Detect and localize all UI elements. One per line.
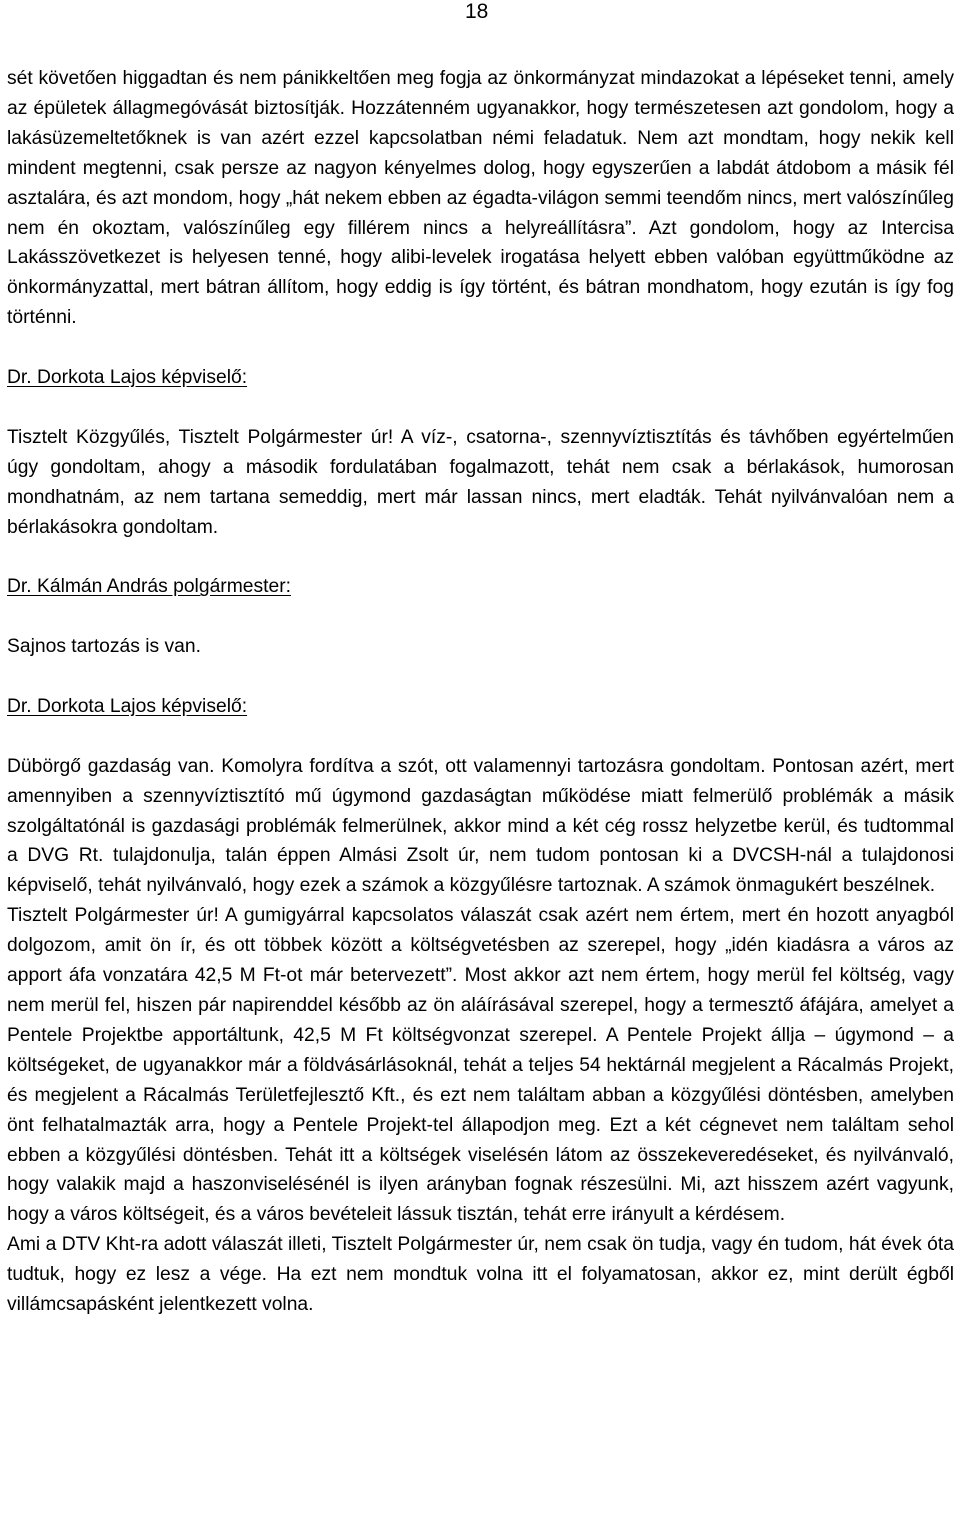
paragraph: Tisztelt Polgármester úr! A gumigyárral kapcsolatos válaszát csak azért nem értem, mert én hozott anyagból dolgozom, amit ön ír, és ott többek között a költségvetésben az szerepel, hogy „idén kiadásra a város az apport áfa vonzatára 42,5 M Ft-ot már betervezett”. Most akkor azt nem értem, hogy merül fel költség, vagy nem merül fel, hiszen pár napirenddel később az ön aláírásával szerepel, hogy a termesztő áfájára, amelyet a Pentele Projektbe apportáltunk, 42,5 M Ft költségvonzat szerepel. A Pentele Projekt állja – úgymond – a költségeket, de ugyanakkor már a földvásárlásoknál, tehát a teljes 54 hektárnál megjelent a Rácalmás Projekt, és megjelent a Rácalmás Területfejlesztő Kft., és ezt nem találtam abban a közgyűlési döntésben, amelyben önt felhatalmazták arra, hogy a Pentele Projekt-tel állapodjon meg. Ezt a két cégnevet nem találtam sehol ebben a közgyűlési döntésben. Tehát itt a költségek viselésén látom az összekeveredéseket, és nyilvánvaló, hogy valakik majd a haszonviselésénél is ilyen arányban fognak részesülni. Mi, azt hisszem azért vagyunk, hogy a város költségeit, és a város bevételeit lássuk tisztán, tehát erre irányult a kérdésem. <box>7 905 954 1226</box>
speaker-heading: Dr. Dorkota Lajos képviselő: <box>7 367 248 389</box>
paragraph: Ami a DTV Kht-ra adott válaszát illeti, Tisztelt Polgármester úr, nem csak ön tudja, vagy én tudom, hát évek óta tudtuk, hogy ez lesz a vége. Ha ezt nem mondtuk volna itt el folyamatosan, akkor ez, mint derült égből villámcsapásként jelentkezett volna. <box>7 1234 954 1316</box>
speaker-heading: Dr. Kálmán András polgármester: <box>7 576 291 598</box>
paragraph: sét követően higgadtan és nem pánikkeltően meg fogja az önkormányzat mindazokat a lépéseket tenni, amely az épületek állagmegóvását biztosítják. Hozzátenném ugyanakkor, hogy természetesen azt gondolom, hogy a lakásüzemeltetőknek is van azért ezzel kapcsolatban némi feladatuk. Nem azt mondtam, hogy nekik kell mindent megtenni, csak persze az nagyon kényelmes dolog, hogy egyszerűen a labdát átdobom a másik fél asztalára, és azt mondom, hogy „hát nekem ebben az égadta-világon semmi teendőm nincs, mert valószínűleg nem én okoztam, valószínűleg egy fillérem nincs a helyreállításra”. Azt gondolom, hogy az Intercisa Lakásszövetkezet is helyesen tenné, hogy alibi-levelek irogatása helyett ebben valóban együttműködne az önkormányzattal, mert bátran állítom, hogy eddig is így történt, és bátran mondhatom, hogy ezután is így fog történni. <box>7 68 954 329</box>
page-number: 18 <box>465 0 489 23</box>
document-body <box>7 64 954 1320</box>
paragraph: Tisztelt Közgyűlés, Tisztelt Polgármester úr! A víz-, csatorna-, szennyvíztisztítás és távhőben egyértelműen úgy gondoltam, ahogy a második fordulatában fogalmazott, tehát nem csak a bérlakások, humorosan mondhatnám, az nem tartana semeddig, mert már lassan nincs, mert eladták. Tehát nyilvánvalóan nem a bérlakásokra gondoltam. <box>7 426 954 538</box>
speaker-heading: Dr. Dorkota Lajos képviselő: <box>7 695 248 717</box>
paragraph: Sajnos tartozás is van. <box>7 636 201 658</box>
paragraph: Dübörgő gazdaság van. Komolyra fordítva a szót, ott valamennyi tartozásra gondoltam. Pontosan azért, mert amennyiben a szennyvíztisztító mű úgymond gazdaságtan működése miatt felmerülő problémák a másik szolgáltatónál is gazdasági problémák felmerülnek, akkor mind a két cég rossz helyzetbe kerül, és tudtommal a DVG Rt. tulajdonulja, talán éppen Almási Zsolt úr, nem tudom pontosan ki a DVCSH-nál a tulajdonosi képviselő, tehát nyilvánvaló, hogy ezek a számok a közgyűlésre tartoznak. A számok önmagukért beszélnek. <box>7 755 954 897</box>
